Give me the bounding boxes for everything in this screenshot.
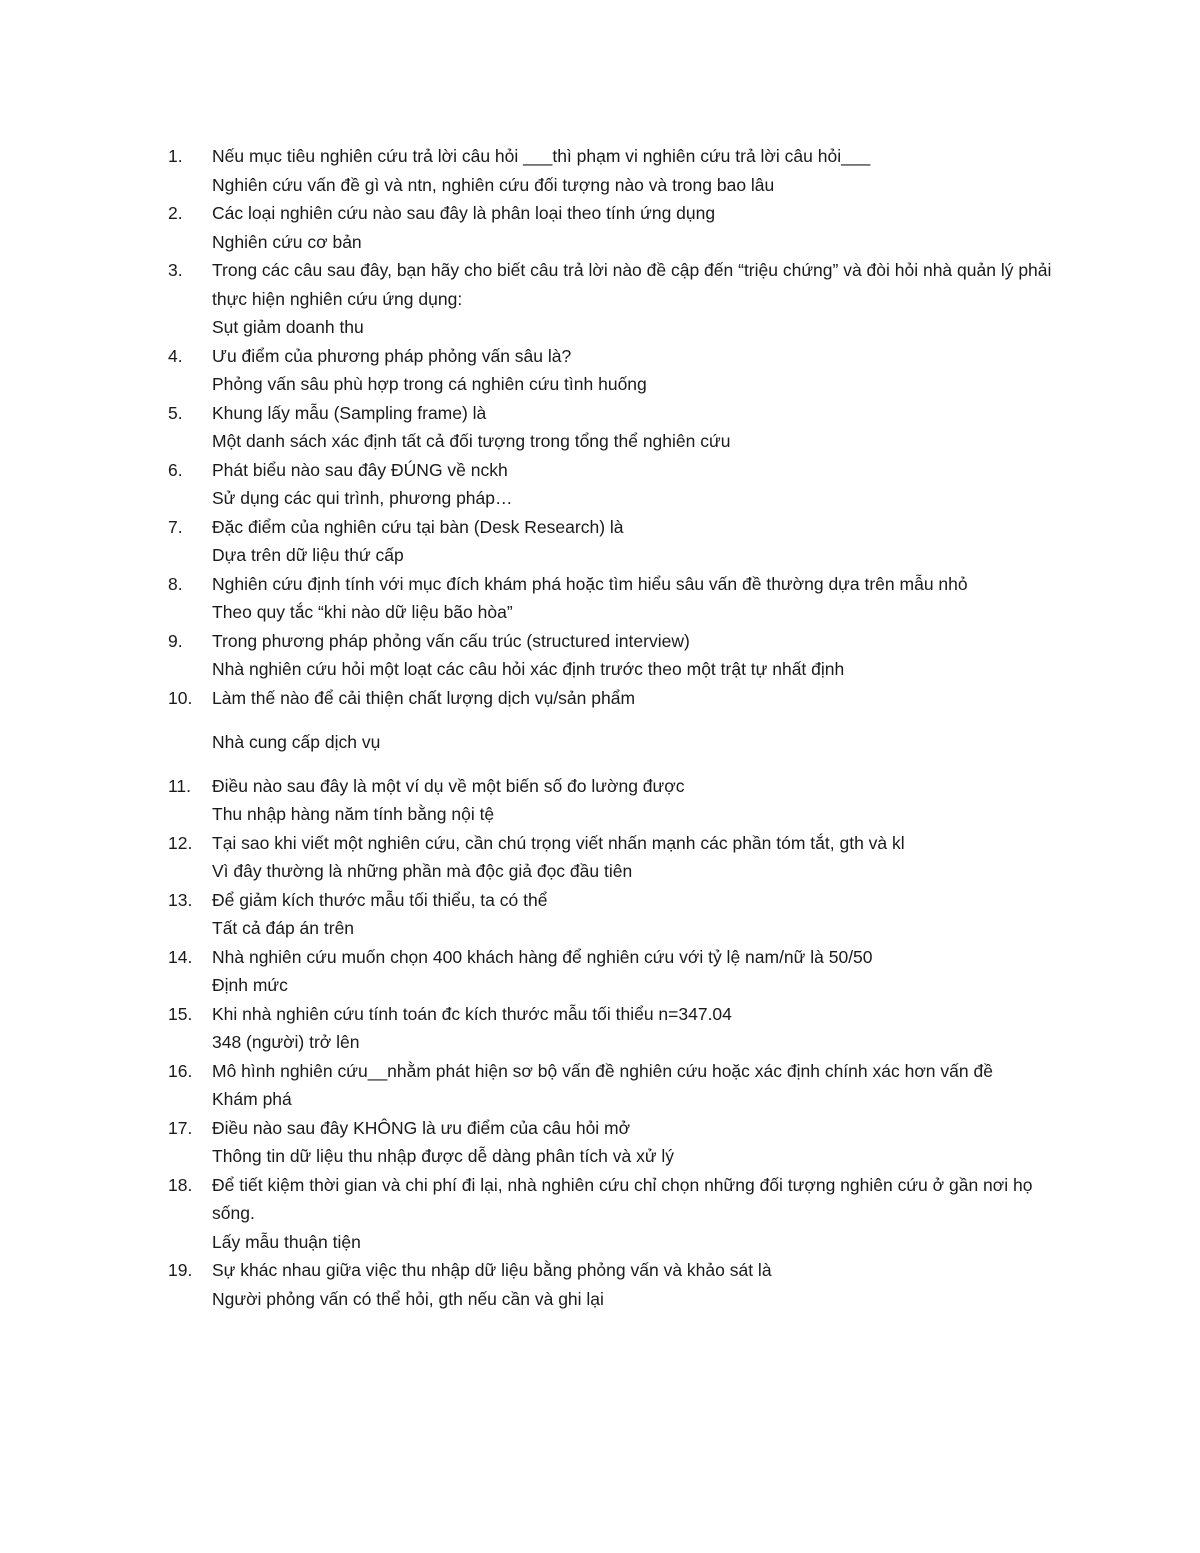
answer-text: Nhà nghiên cứu hỏi một loạt các câu hỏi xác định trước theo một trật tự nhất định: [212, 659, 845, 679]
question-text: Nhà nghiên cứu muốn chọn 400 khách hàng để nghiên cứu với tỷ lệ nam/nữ là 50/50: [212, 946, 873, 967]
question-text: Trong phương pháp phỏng vấn cấu trúc (structured interview): [212, 630, 690, 651]
item-number: 18.: [168, 1174, 193, 1195]
item-number: 15.: [168, 1003, 193, 1024]
item-number: 9.: [168, 630, 183, 651]
answer-text: Nhà cung cấp dịch vụ: [212, 732, 381, 752]
question-text: Khung lấy mẫu (Sampling frame) là: [212, 402, 487, 423]
item-number: 14.: [168, 946, 193, 967]
answer-text: Nghiên cứu cơ bản: [212, 231, 362, 252]
list-item: [0, 513, 1062, 570]
question-text: Sự khác nhau giữa việc thu nhập dữ liệu bằng phỏng vấn và khảo sát là: [212, 1260, 772, 1280]
answer-text: Vì đây thường là những phần mà độc giả đọc đầu tiên: [212, 861, 633, 881]
question-text: Để giảm kích thước mẫu tối thiểu, ta có thể: [212, 889, 548, 910]
item-number: 7.: [168, 516, 183, 537]
list-item: [0, 1000, 1062, 1057]
item-number: 5.: [168, 402, 183, 423]
item-number: 1.: [168, 146, 183, 166]
question-answer-list: [0, 142, 1200, 1313]
answer-text: Định mức: [212, 975, 288, 995]
list-item: [0, 570, 1062, 627]
question-text: Ưu điểm của phương pháp phỏng vấn sâu là?: [212, 345, 572, 366]
item-number: 3.: [168, 260, 183, 280]
answer-text: Tất cả đáp án trên: [212, 918, 355, 938]
list-item: [0, 342, 1062, 399]
list-item: [0, 399, 1062, 456]
answer-text: Nghiên cứu vấn đề gì và ntn, nghiên cứu đối tượng nào và trong bao lâu: [212, 174, 775, 195]
question-text: Khi nhà nghiên cứu tính toán đc kích thước mẫu tối thiểu n=347.04: [212, 1003, 732, 1024]
answer-text: Khám phá: [212, 1089, 292, 1109]
list-item: [0, 256, 1062, 342]
list-item: [0, 1114, 1062, 1171]
item-number: 2.: [168, 203, 183, 223]
question-text: Điều nào sau đây là một ví dụ về một biến số đo lường được: [212, 775, 685, 796]
answer-text: Theo quy tắc “khi nào dữ liệu bão hòa”: [212, 602, 513, 622]
item-number: 11.: [168, 775, 192, 796]
answer-text: Người phỏng vấn có thể hỏi, gth nếu cần và ghi lại: [212, 1288, 604, 1309]
list-item: [0, 627, 1062, 684]
list-item: [0, 943, 1062, 1000]
answer-text: Thông tin dữ liệu thu nhập được dễ dàng phân tích và xử lý: [212, 1146, 675, 1166]
answer-text: 348 (người) trở lên: [212, 1032, 360, 1052]
answer-text: Phỏng vấn sâu phù hợp trong cá nghiên cứu tình huống: [212, 374, 647, 394]
list-item: [0, 1057, 1062, 1114]
item-number: 10.: [168, 687, 193, 708]
question-text: Nghiên cứu định tính với mục đích khám phá hoặc tìm hiểu sâu vấn đề thường dựa trên mẫu nhỏ: [212, 573, 968, 594]
list-item: [0, 142, 1062, 199]
question-text: Các loại nghiên cứu nào sau đây là phân loại theo tính ứng dụng: [212, 203, 716, 223]
answer-text: Dựa trên dữ liệu thứ cấp: [212, 545, 404, 565]
question-text: Điều nào sau đây KHÔNG là ưu điểm của câu hỏi mở: [212, 1117, 631, 1138]
list-item: [0, 886, 1062, 943]
answer-text: Sụt giảm doanh thu: [212, 317, 364, 337]
question-text: Mô hình nghiên cứu__nhằm phát hiện sơ bộ vấn đề nghiên cứu hoặc xác định chính xác hơn vấn đề: [212, 1060, 993, 1081]
item-number: 12.: [168, 832, 193, 853]
question-text: Trong các câu sau đây, bạn hãy cho biết câu trả lời nào đề cập đến “triệu chứng” và đòi hỏi nhà quản lý phải thực hiện nghiên cứu ứng dụng:: [212, 260, 1052, 309]
answer-text: Một danh sách xác định tất cả đối tượng trong tổng thể nghiên cứu: [212, 431, 731, 451]
item-number: 17.: [168, 1117, 193, 1138]
answer-text: Sử dụng các qui trình, phương pháp…: [212, 488, 513, 508]
item-number: 19.: [168, 1260, 193, 1280]
list-item: [0, 456, 1062, 513]
answer-text: Thu nhập hàng năm tính bằng nội tệ: [212, 804, 495, 824]
list-item: [0, 199, 1062, 256]
item-number: 16.: [168, 1060, 193, 1081]
question-text: Làm thế nào để cải thiện chất lượng dịch vụ/sản phẩm: [212, 687, 636, 708]
item-number: 8.: [168, 573, 183, 594]
item-number: 6.: [168, 459, 183, 480]
question-text: Tại sao khi viết một nghiên cứu, cần chú trọng viết nhấn mạnh các phần tóm tắt, gth và kl: [212, 832, 905, 853]
list-item: [0, 1171, 1062, 1257]
question-text: Phát biểu nào sau đây ĐÚNG về nckh: [212, 459, 508, 480]
question-text: Để tiết kiệm thời gian và chi phí đi lại, nhà nghiên cứu chỉ chọn những đối tượng nghiên cứu ở gần nơi họ sống.: [212, 1174, 1033, 1223]
list-item: [0, 1256, 1062, 1313]
question-text: Nếu mục tiêu nghiên cứu trả lời câu hỏi ___thì phạm vi nghiên cứu trả lời câu hỏi___: [212, 146, 871, 166]
list-item: [0, 829, 1062, 886]
answer-text: Lấy mẫu thuận tiện: [212, 1231, 361, 1252]
list-item: [0, 772, 1062, 829]
list-item: [0, 684, 1062, 757]
item-number: 4.: [168, 345, 183, 366]
item-number: 13.: [168, 889, 193, 910]
question-text: Đặc điểm của nghiên cứu tại bàn (Desk Research) là: [212, 516, 624, 537]
